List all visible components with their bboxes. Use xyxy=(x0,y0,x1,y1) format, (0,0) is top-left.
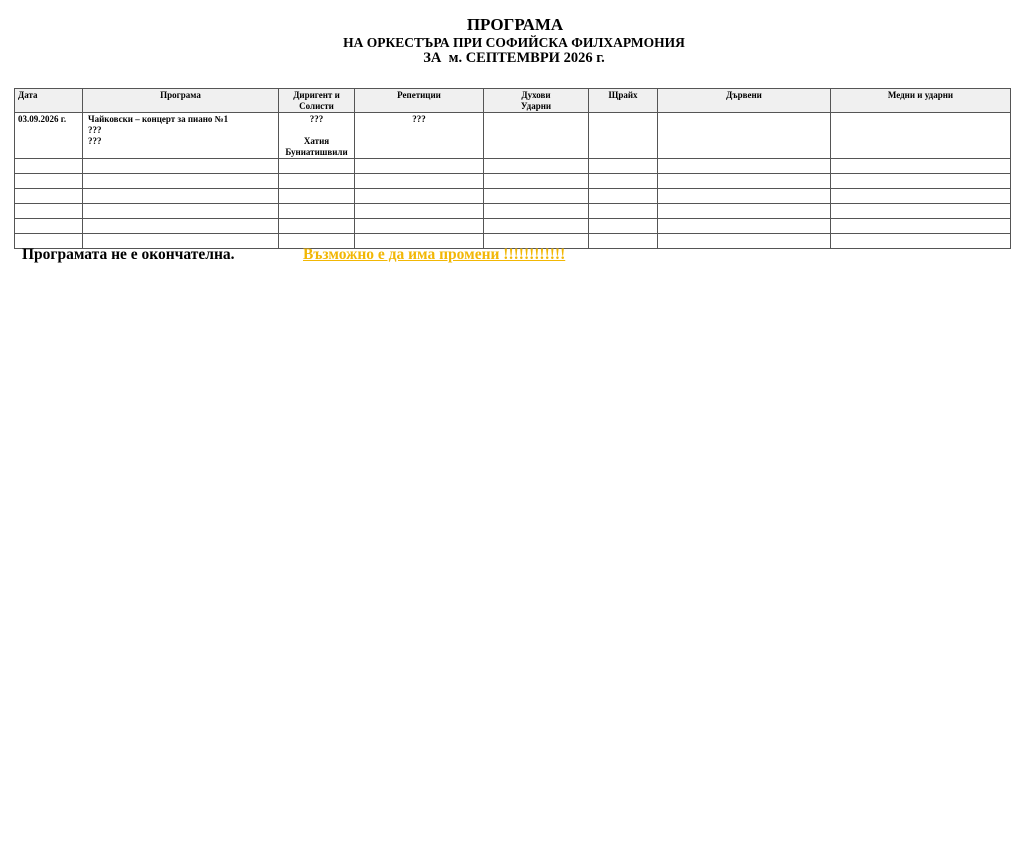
table-cell xyxy=(484,159,589,174)
cell-strings xyxy=(589,113,658,159)
document-month-line: ЗА м. СЕПТЕМВРИ 2026 г. xyxy=(423,50,605,66)
program-line: ??? xyxy=(88,136,102,146)
changes-warning-link[interactable]: Възможно е да има промени !!!!!!!!!!!! xyxy=(303,246,566,263)
column-header-winds-line2: Ударни xyxy=(520,101,552,111)
table-cell xyxy=(831,159,1011,174)
table-cell xyxy=(484,219,589,234)
table-cell xyxy=(279,159,355,174)
table-cell xyxy=(658,234,831,249)
table-cell xyxy=(831,234,1011,249)
table-row xyxy=(15,204,1011,219)
table-cell xyxy=(589,219,658,234)
table-cell xyxy=(355,174,484,189)
program-line: ??? xyxy=(88,125,102,135)
schedule-table xyxy=(14,88,1011,249)
program-title: Чайковски – концерт за пиано №1 xyxy=(88,114,229,124)
table-cell xyxy=(589,204,658,219)
table-cell xyxy=(83,159,279,174)
table-cell xyxy=(15,189,83,204)
table-cell xyxy=(83,204,279,219)
column-header-woodwinds: Дървени xyxy=(658,89,831,113)
column-header-date: Дата xyxy=(15,89,83,113)
table-cell xyxy=(589,159,658,174)
table-cell xyxy=(15,219,83,234)
table-cell xyxy=(589,189,658,204)
soloist-first-name: Хатия xyxy=(303,136,330,146)
table-cell xyxy=(355,204,484,219)
table-row xyxy=(15,159,1011,174)
table-cell xyxy=(484,174,589,189)
disclaimer-text: Програмата не е окончателна. xyxy=(22,246,235,263)
soloist-last-name: Буниатишвили xyxy=(285,147,348,157)
column-header-winds-line1: Духови xyxy=(521,90,551,100)
cell-date: 03.09.2026 г. xyxy=(15,113,83,159)
table-row xyxy=(15,174,1011,189)
table-cell xyxy=(658,159,831,174)
table-cell xyxy=(658,204,831,219)
table-cell xyxy=(15,204,83,219)
table-cell xyxy=(831,189,1011,204)
table-cell xyxy=(831,204,1011,219)
column-header-conductor xyxy=(279,89,355,113)
column-header-brass-percussion: Медни и ударни xyxy=(831,89,1011,113)
table-cell xyxy=(355,159,484,174)
table-cell xyxy=(355,219,484,234)
table-row xyxy=(15,113,1011,159)
cell-winds xyxy=(484,113,589,159)
table-header-row xyxy=(15,89,1011,113)
table-cell xyxy=(589,234,658,249)
table-cell xyxy=(484,204,589,219)
table-cell xyxy=(15,159,83,174)
table-cell xyxy=(589,174,658,189)
table-cell xyxy=(658,219,831,234)
table-cell xyxy=(15,174,83,189)
table-cell xyxy=(279,174,355,189)
table-cell xyxy=(658,189,831,204)
conductor-name: ??? xyxy=(309,114,324,124)
table-cell xyxy=(658,174,831,189)
cell-conductor xyxy=(279,113,355,159)
column-header-rehearsals: Репетиции xyxy=(355,89,484,113)
column-header-conductor-line1: Диригент и xyxy=(293,90,340,100)
table-cell xyxy=(279,219,355,234)
table-cell xyxy=(83,219,279,234)
column-header-program: Програма xyxy=(83,89,279,113)
column-header-winds xyxy=(484,89,589,113)
table-row xyxy=(15,189,1011,204)
cell-program xyxy=(83,113,279,159)
table-cell xyxy=(484,189,589,204)
document-header xyxy=(0,15,1024,67)
cell-rehearsals: ??? xyxy=(355,113,484,159)
table-cell xyxy=(831,174,1011,189)
document-title: ПРОГРАМА xyxy=(466,15,564,34)
cell-brass-percussion xyxy=(831,113,1011,159)
table-cell xyxy=(83,174,279,189)
column-header-strings: Щрайх xyxy=(589,89,658,113)
column-header-conductor-line2: Солисти xyxy=(299,101,334,111)
table-cell xyxy=(279,189,355,204)
footer-note xyxy=(22,246,566,264)
table-cell xyxy=(355,189,484,204)
table-cell xyxy=(831,219,1011,234)
table-cell xyxy=(83,189,279,204)
cell-woodwinds xyxy=(658,113,831,159)
document-subtitle: НА ОРКЕСТЪРА ПРИ СОФИЙСКА ФИЛХАРМОНИЯ xyxy=(343,35,685,50)
table-row xyxy=(15,219,1011,234)
table-cell xyxy=(279,204,355,219)
